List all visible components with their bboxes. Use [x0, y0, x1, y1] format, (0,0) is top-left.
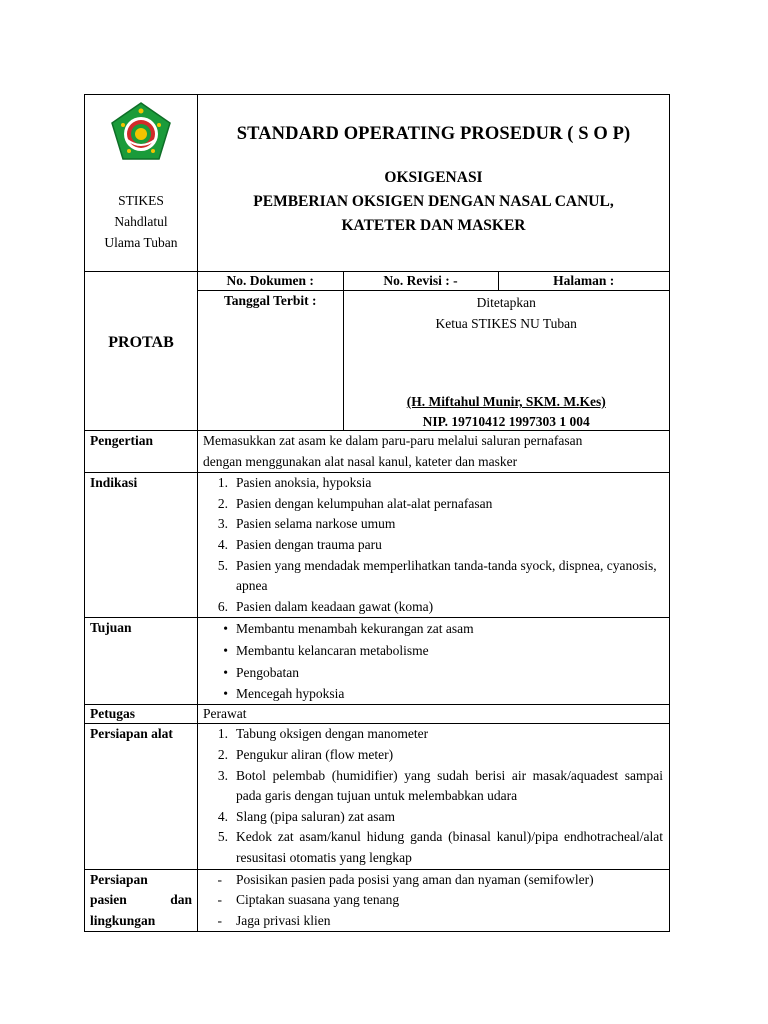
list-item: 3. Pasien selama narkose umum — [217, 516, 396, 532]
petugas-label: Petugas — [85, 705, 198, 724]
petugas-value: Perawat — [198, 705, 670, 724]
list-item: • Membantu menambah kekurangan zat asam — [223, 621, 474, 637]
list-item: - Jaga privasi klien — [217, 912, 331, 928]
stikes-nu-logo-icon — [109, 101, 173, 165]
persiapan-alat-list-cell — [198, 724, 670, 869]
protab-info-table — [198, 272, 669, 430]
protab-info-cell — [198, 272, 670, 431]
pengertian-line: Memasukkan zat asam ke dalam paru-paru melalui saluran pernafasan — [203, 433, 583, 448]
tujuan-list-cell — [198, 618, 670, 705]
list-item: - Posisikan pasien pada posisi yang aman dan nyaman (semifowler) — [217, 871, 594, 887]
indikasi-list — [198, 473, 663, 617]
list-item: 1. Pasien anoksia, hypoksia — [217, 475, 372, 491]
list-item: 2. Pengukur aliran (flow meter) — [217, 746, 394, 762]
list-item: • Pengobatan — [223, 665, 299, 681]
protab-cell — [85, 272, 198, 431]
signer-nip: NIP. 19710412 1997303 1 004 — [422, 414, 590, 429]
indikasi-list-cell — [198, 473, 670, 618]
pengertian-line: dengan menggunakan alat nasal kanul, kateter dan masker — [203, 453, 518, 469]
institution-cell — [85, 95, 198, 272]
signer-name: (H. Miftahul Munir, SKM. M.Kes) — [406, 394, 606, 409]
list-item: 1. Tabung oksigen dengan manometer — [217, 726, 429, 742]
pengertian-text — [198, 431, 670, 473]
sop-document — [84, 94, 669, 932]
list-item: 5. Pasien yang mendadak memperlihatkan tanda-tanda syock, dispnea, cyanosis, apnea — [217, 557, 657, 594]
list-item: - Ciptakan suasana yang tenang — [217, 892, 400, 908]
list-item: 6. Pasien dalam keadaan gawat (koma) — [217, 598, 434, 614]
persiapan-alat-label: Persiapan alat — [85, 724, 198, 869]
list-item: 2. Pasien dengan kelumpuhan alat-alat pernafasan — [217, 495, 493, 511]
halaman-label: Halaman : — [498, 272, 669, 291]
subtitle-line: KATETER DAN MASKER — [341, 217, 526, 234]
tanggal-terbit-label: Tanggal Terbit : — [198, 291, 343, 431]
list-item: 4. Slang (pipa saluran) zat asam — [217, 808, 395, 824]
list-item: 4. Pasien dengan trauma paru — [217, 536, 382, 552]
persiapan-pasien-label: Persiapan pasien dan lingkungan — [85, 869, 198, 932]
institution-line: Ulama Tuban — [104, 235, 178, 250]
subtitle-line: OKSIGENASI — [384, 169, 483, 186]
list-item: • Membantu kelancaran metabolisme — [223, 643, 429, 659]
list-item: • Mencegah hypoksia — [223, 686, 345, 702]
persiapan-pasien-list-cell — [198, 869, 670, 932]
indikasi-label: Indikasi — [85, 473, 198, 618]
tujuan-list — [198, 618, 669, 704]
ditetapkan-cell — [343, 291, 669, 431]
sop-title: STANDARD OPERATING PROSEDUR ( S O P) — [236, 124, 631, 144]
institution-line: STIKES — [118, 193, 164, 208]
no-dokumen-label: No. Dokumen : — [198, 272, 343, 291]
title-cell — [198, 95, 670, 272]
tujuan-label: Tujuan — [85, 618, 198, 705]
pengertian-label: Pengertian — [85, 431, 198, 473]
list-item: 3. Botol pelembab (humidifier) yang sudah berisi air masak/aquadest sampai pada garis dengan tujuan untuk melembabkan udara — [217, 767, 663, 804]
list-item: 5. Kedok zat asam/kanul hidung ganda (binasal kanul)/pipa endhotracheal/alat resusitasi otomatis yang lengkap — [217, 829, 663, 865]
subtitle-line: PEMBERIAN OKSIGEN DENGAN NASAL CANUL, — [253, 193, 614, 210]
persiapan-alat-list — [198, 724, 663, 868]
institution-line: Nahdlatul — [114, 214, 168, 229]
sop-table — [84, 94, 670, 932]
protab-label: PROTAB — [108, 334, 174, 351]
ditetapkan-label: Ditetapkan — [476, 295, 536, 310]
ketua-label: Ketua STIKES NU Tuban — [435, 316, 577, 331]
no-revisi-label: No. Revisi : - — [343, 272, 498, 291]
persiapan-pasien-list — [198, 870, 669, 932]
